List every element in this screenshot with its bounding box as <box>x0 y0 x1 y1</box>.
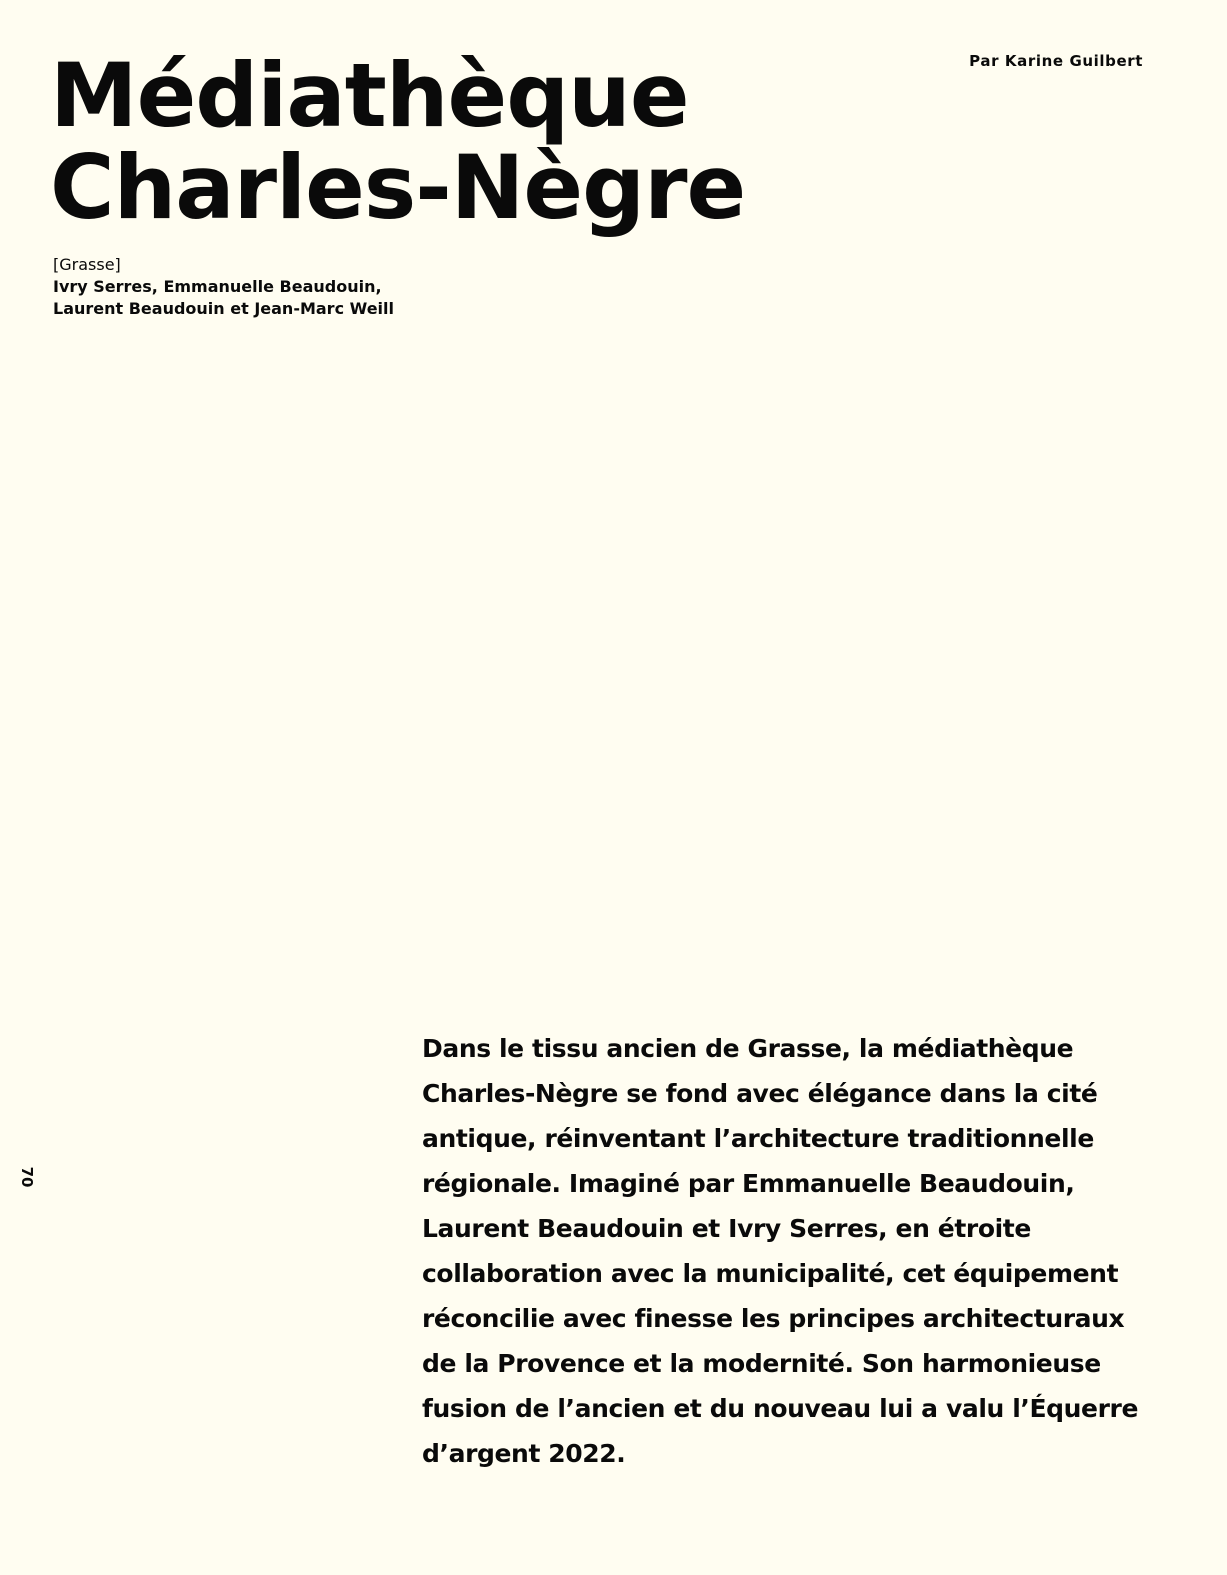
architect-credits: Ivry Serres, Emmanuelle Beaudouin, Laurent Beaudouin et Jean-Marc Weill <box>53 277 394 318</box>
page-title <box>50 44 746 239</box>
title-line-2: Charles-Nègre <box>50 136 746 239</box>
location-label: [Grasse] <box>53 255 121 274</box>
author-byline: Par Karine Guilbert <box>969 52 1143 70</box>
page-number: 70 <box>18 1166 36 1188</box>
article-meta <box>53 254 413 320</box>
lead-paragraph: Dans le tissu ancien de Grasse, la médiathèque Charles-Nègre se fond avec élégance dans la cité antique, réinventant l’architecture traditionnelle régionale. Imaginé par Emmanuelle Beaudouin, Laurent Beaudouin et Ivry Serres, en étroite collaboration avec la municipalité, cet équipement réconcilie avec finesse les principes architecturaux de la Provence et la modernité. Son harmonieuse fusion de l’ancien et du nouveau lui a valu l’Équerre d’argent 2022. <box>422 1034 1138 1468</box>
title-line-1: Médiathèque <box>50 44 689 147</box>
